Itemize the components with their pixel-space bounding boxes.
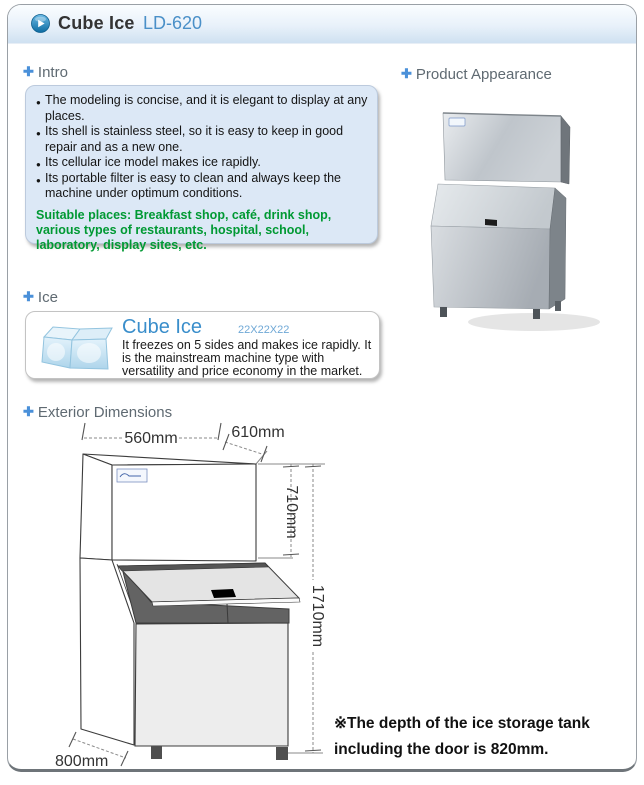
page-title: Cube Ice [58,13,135,33]
intro-bullet: ● The modeling is concise, and it is elegant to display at any places. [36,93,369,124]
section-intro-heading [23,64,68,81]
section-ice-heading [23,289,58,306]
intro-bullet: ● Its cellular ice model makes ice rapidly. [36,155,369,171]
dim-width-label: 560mm [124,430,178,447]
ice-info-box [25,311,380,379]
drawing-foot [276,747,288,760]
section-dimensions-label: Exterior Dimensions [37,404,173,421]
dim-total-height-label: 1710mm [309,584,326,648]
photo-bin-front [431,226,550,309]
ice-description: It freezes on 5 sides and makes ice rapidly. It is the mainstream machine type with versatility and price economy in the market. [122,338,372,378]
plus-icon: ✚ [23,289,34,304]
product-photo [416,99,626,349]
photo-foot [533,309,540,319]
page-panel [7,4,637,772]
bullet-play-icon [31,14,50,33]
photo-foot [555,301,561,311]
photo-top-unit-side [561,116,570,184]
dimension-drawing [29,406,349,776]
intro-box [25,85,378,252]
drawing-upper-left-face [80,454,112,560]
drawing-bin-left-face [80,558,134,745]
ice-type-name: Cube Ice [122,316,203,338]
dim-depth-label: 610mm [231,424,285,441]
section-appearance-label: Product Appearance [415,66,552,83]
photo-handle [485,219,497,226]
plus-icon: ✚ [23,64,34,79]
intro-bullet: ● Its shell is stainless steel, so it is easy to keep in good repair and as a new one. [36,124,369,155]
model-number: LD-620 [143,13,203,33]
section-intro-label: Intro [37,64,68,81]
intro-bullet: ● Its portable filter is easy to clean and always keep the machine under optimum conditions. [36,171,369,202]
suitable-places-text: Suitable places: Breakfast shop, café, drink shop, various types of restaurants, hospital, school, laboratory, display sites, etc. [36,207,332,252]
dim-upper-height-label: 710mm [283,485,300,539]
dim-bin-depth-label: 800mm [55,753,109,770]
drawing-foot [151,746,162,759]
section-ice-label: Ice [37,289,58,306]
ice-cubes-image [38,316,120,374]
plus-icon: ✚ [401,66,412,81]
header-bar [8,5,636,44]
ice-cube-size: 22X22X22 [238,324,290,336]
drawing-bin-front-face [135,623,288,746]
drawing-lid-handle [211,589,236,598]
plus-icon: ✚ [23,404,34,419]
section-appearance-heading [401,66,552,83]
storage-tank-note: ※The depth of the ice storage tank including the door is 820mm. [334,715,590,758]
photo-foot [440,307,447,317]
photo-brand-logo [449,118,465,126]
